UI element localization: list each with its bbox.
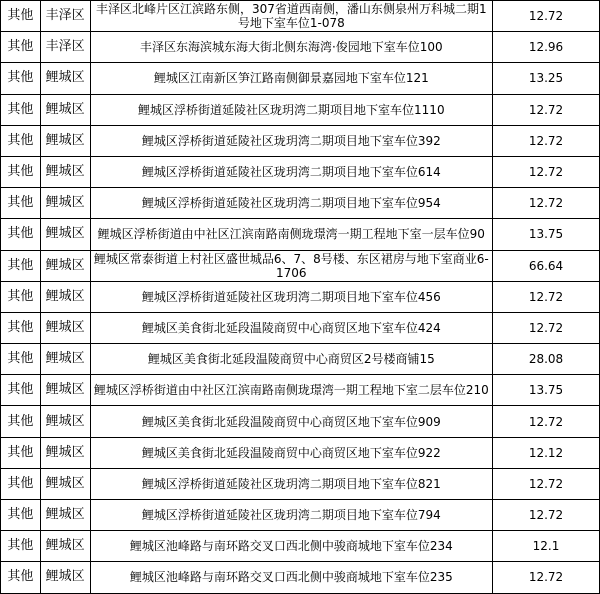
table-row xyxy=(1,375,600,406)
district-cell: 鲤城区 xyxy=(40,188,90,219)
price-cell: 13.75 xyxy=(493,375,600,406)
price-cell: 12.72 xyxy=(493,1,600,32)
district-cell: 鲤城区 xyxy=(40,156,90,187)
category-cell: 其他 xyxy=(1,32,41,63)
table-row xyxy=(1,437,600,468)
table-row xyxy=(1,1,600,32)
category-cell: 其他 xyxy=(1,156,41,187)
description-cell: 鲤城区常泰街道上村社区盛世城品6、7、8号楼、东区裙房与地下室商业6-1706 xyxy=(90,250,492,281)
category-cell: 其他 xyxy=(1,1,41,32)
price-cell: 12.72 xyxy=(493,406,600,437)
price-cell: 28.08 xyxy=(493,344,600,375)
description-cell: 鲤城区浮桥街道由中社区江滨南路南侧珑璟湾一期工程地下室二层车位210 xyxy=(90,375,492,406)
table-row xyxy=(1,468,600,499)
district-cell: 鲤城区 xyxy=(40,500,90,531)
district-cell: 鲤城区 xyxy=(40,437,90,468)
table-row xyxy=(1,32,600,63)
price-cell: 12.96 xyxy=(493,32,600,63)
description-cell: 鲤城区美食街北延段温陵商贸中心商贸区地下室车位424 xyxy=(90,312,492,343)
price-cell: 12.72 xyxy=(493,94,600,125)
table-row xyxy=(1,250,600,281)
price-cell: 12.72 xyxy=(493,312,600,343)
price-cell: 66.64 xyxy=(493,250,600,281)
price-cell: 12.72 xyxy=(493,281,600,312)
table-row xyxy=(1,219,600,250)
category-cell: 其他 xyxy=(1,281,41,312)
table-row xyxy=(1,312,600,343)
category-cell: 其他 xyxy=(1,94,41,125)
description-cell: 鲤城区浮桥街道由中社区江滨南路南侧珑璟湾一期工程地下室一层车位90 xyxy=(90,219,492,250)
description-cell: 鲤城区浮桥街道延陵社区珑玥湾二期项目地下室车位794 xyxy=(90,500,492,531)
category-cell: 其他 xyxy=(1,125,41,156)
table-row xyxy=(1,344,600,375)
description-cell: 鲤城区美食街北延段温陵商贸中心商贸区2号楼商铺15 xyxy=(90,344,492,375)
category-cell: 其他 xyxy=(1,312,41,343)
table-row xyxy=(1,125,600,156)
description-cell: 鲤城区浮桥街道延陵社区珑玥湾二期项目地下室车位392 xyxy=(90,125,492,156)
district-cell: 鲤城区 xyxy=(40,250,90,281)
price-cell: 12.72 xyxy=(493,188,600,219)
category-cell: 其他 xyxy=(1,375,41,406)
table-row xyxy=(1,281,600,312)
table-row xyxy=(1,562,600,593)
category-cell: 其他 xyxy=(1,500,41,531)
district-cell: 鲤城区 xyxy=(40,531,90,562)
category-cell: 其他 xyxy=(1,531,41,562)
district-cell: 鲤城区 xyxy=(40,312,90,343)
table-row xyxy=(1,63,600,94)
description-cell: 鲤城区美食街北延段温陵商贸中心商贸区地下室车位922 xyxy=(90,437,492,468)
category-cell: 其他 xyxy=(1,406,41,437)
category-cell: 其他 xyxy=(1,63,41,94)
district-cell: 鲤城区 xyxy=(40,375,90,406)
description-cell: 鲤城区美食街北延段温陵商贸中心商贸区地下室车位909 xyxy=(90,406,492,437)
category-cell: 其他 xyxy=(1,219,41,250)
description-cell: 鲤城区池峰路与南环路交叉口西北侧中骏商城地下室车位234 xyxy=(90,531,492,562)
category-cell: 其他 xyxy=(1,250,41,281)
price-cell: 12.12 xyxy=(493,437,600,468)
district-cell: 鲤城区 xyxy=(40,219,90,250)
category-cell: 其他 xyxy=(1,437,41,468)
district-cell: 丰泽区 xyxy=(40,32,90,63)
description-cell: 鲤城区浮桥街道延陵社区珑玥湾二期项目地下室车位456 xyxy=(90,281,492,312)
price-cell: 12.72 xyxy=(493,156,600,187)
description-cell: 鲤城区江南新区笋江路南侧御景嘉园地下室车位121 xyxy=(90,63,492,94)
category-cell: 其他 xyxy=(1,562,41,593)
table-row xyxy=(1,406,600,437)
district-cell: 鲤城区 xyxy=(40,63,90,94)
table-row xyxy=(1,156,600,187)
district-cell: 鲤城区 xyxy=(40,125,90,156)
district-cell: 丰泽区 xyxy=(40,1,90,32)
district-cell: 鲤城区 xyxy=(40,562,90,593)
price-cell: 12.72 xyxy=(493,562,600,593)
description-cell: 丰泽区东海滨城东海大街北侧东海湾·俊园地下室车位100 xyxy=(90,32,492,63)
table-row xyxy=(1,94,600,125)
description-cell: 鲤城区浮桥街道延陵社区珑玥湾二期项目地下室车位614 xyxy=(90,156,492,187)
table-row xyxy=(1,531,600,562)
district-cell: 鲤城区 xyxy=(40,468,90,499)
price-cell: 12.72 xyxy=(493,125,600,156)
price-cell: 13.25 xyxy=(493,63,600,94)
price-cell: 12.72 xyxy=(493,468,600,499)
table-row xyxy=(1,500,600,531)
description-cell: 鲤城区浮桥街道延陵社区珑玥湾二期项目地下室车位1110 xyxy=(90,94,492,125)
price-cell: 13.75 xyxy=(493,219,600,250)
price-cell: 12.72 xyxy=(493,500,600,531)
district-cell: 鲤城区 xyxy=(40,344,90,375)
category-cell: 其他 xyxy=(1,344,41,375)
description-cell: 鲤城区浮桥街道延陵社区珑玥湾二期项目地下室车位821 xyxy=(90,468,492,499)
table-body xyxy=(1,1,600,594)
table-row xyxy=(1,188,600,219)
district-cell: 鲤城区 xyxy=(40,281,90,312)
district-cell: 鲤城区 xyxy=(40,406,90,437)
district-cell: 鲤城区 xyxy=(40,94,90,125)
category-cell: 其他 xyxy=(1,468,41,499)
description-cell: 鲤城区浮桥街道延陵社区珑玥湾二期项目地下室车位954 xyxy=(90,188,492,219)
description-cell: 鲤城区池峰路与南环路交叉口西北侧中骏商城地下室车位235 xyxy=(90,562,492,593)
category-cell: 其他 xyxy=(1,188,41,219)
price-cell: 12.1 xyxy=(493,531,600,562)
description-cell: 丰泽区北峰片区江滨路东侧，307省道西南侧，潘山东侧泉州万科城二期1号地下室车位1-078 xyxy=(90,1,492,32)
